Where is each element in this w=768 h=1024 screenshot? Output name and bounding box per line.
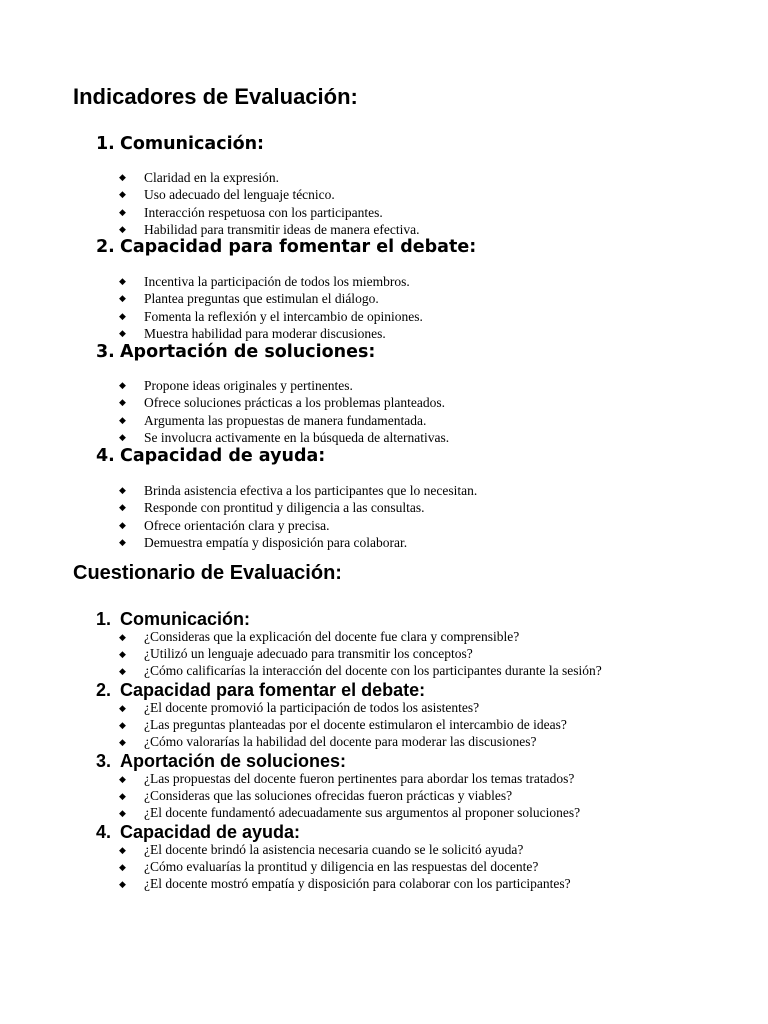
diamond-bullet-icon: ◆ <box>119 845 126 855</box>
section-number: 2. <box>96 680 112 700</box>
list-item-text: Fomenta la reflexión y el intercambio de opiniones. <box>144 308 423 324</box>
indicador-heading-debate <box>96 237 476 257</box>
section-title: Comunicación: <box>120 134 265 154</box>
list-item-text: ¿Cómo evaluarías la prontitud y diligencia en las respuestas del docente? <box>144 858 539 874</box>
list-item-text: ¿Utilizó un lenguaje adecuado para transmitir los conceptos? <box>144 645 473 661</box>
diamond-bullet-icon: ◆ <box>119 648 126 659</box>
indicador-list-debate <box>118 273 423 342</box>
list-item <box>118 771 580 788</box>
diamond-bullet-icon: ◆ <box>119 431 126 442</box>
list-item-text: ¿Las preguntas planteadas por el docente estimularon el intercambio de ideas? <box>144 716 567 732</box>
list-item-text: ¿El docente fundamentó adecuadamente sus argumentos al proponer soluciones? <box>144 804 581 820</box>
diamond-bullet-icon: ◆ <box>119 223 126 234</box>
list-item-text: Ofrece soluciones prácticas a los problemas planteados. <box>144 395 446 411</box>
indicador-list-comunicacion <box>118 169 420 238</box>
list-item-text: ¿Consideras que la explicación del docente fue clara y comprensible? <box>144 629 520 644</box>
indicador-list-ayuda <box>118 482 477 551</box>
pregunta-heading-comunicacion <box>96 609 250 630</box>
list-item <box>118 204 420 221</box>
diamond-bullet-icon: ◆ <box>119 861 126 872</box>
list-item-text: Muestra habilidad para moderar discusiones. <box>144 325 386 341</box>
list-item-text: Se involucra activamente en la búsqueda de alternativas. <box>144 429 450 445</box>
list-item <box>118 273 423 290</box>
pregunta-heading-ayuda <box>96 822 300 843</box>
list-item <box>118 876 571 893</box>
list-item-text: Brinda asistencia efectiva a los participantes que lo necesitan. <box>144 483 478 498</box>
diamond-bullet-icon: ◆ <box>119 703 126 713</box>
list-item <box>118 429 449 446</box>
section-number: 1. <box>96 134 115 154</box>
list-item <box>118 517 477 534</box>
list-item <box>118 482 477 499</box>
pregunta-list-ayuda <box>118 842 571 892</box>
section-number: 1. <box>96 609 112 629</box>
list-item <box>118 646 602 663</box>
list-item <box>118 290 423 307</box>
indicadores-title: Indicadores de Evaluación: <box>73 84 358 109</box>
diamond-bullet-icon: ◆ <box>119 665 126 676</box>
list-item <box>118 186 420 203</box>
list-item-text: Claridad en la expresión. <box>144 170 279 185</box>
diamond-bullet-icon: ◆ <box>119 397 126 408</box>
indicador-heading-comunicacion <box>96 134 264 154</box>
pregunta-heading-debate <box>96 680 425 701</box>
section-title: Capacidad para fomentar el debate: <box>120 680 426 700</box>
pregunta-list-debate <box>118 700 567 750</box>
diamond-bullet-icon: ◆ <box>119 774 126 784</box>
list-item-text: ¿Consideras que las soluciones ofrecidas fueron prácticas y viables? <box>144 787 513 803</box>
diamond-bullet-icon: ◆ <box>119 807 126 818</box>
diamond-bullet-icon: ◆ <box>119 327 126 338</box>
diamond-bullet-icon: ◆ <box>119 485 126 495</box>
diamond-bullet-icon: ◆ <box>119 719 126 730</box>
diamond-bullet-icon: ◆ <box>119 878 126 889</box>
section-title: Capacidad para fomentar el debate: <box>120 237 477 257</box>
list-item-text: ¿El docente mostró empatía y disposición para colaborar con los participantes? <box>144 875 571 891</box>
list-item-text: Habilidad para transmitir ideas de manera efectiva. <box>144 221 420 237</box>
diamond-bullet-icon: ◆ <box>119 293 126 304</box>
list-item-text: Argumenta las propuestas de manera fundamentada. <box>144 412 427 428</box>
list-item-text: ¿Las propuestas del docente fueron pertinentes para abordar los temas tratados? <box>144 771 575 786</box>
diamond-bullet-icon: ◆ <box>119 310 126 321</box>
diamond-bullet-icon: ◆ <box>119 502 126 513</box>
list-item <box>118 412 449 429</box>
list-item <box>118 700 567 717</box>
indicador-heading-ayuda <box>96 446 325 466</box>
diamond-bullet-icon: ◆ <box>119 414 126 425</box>
list-item-text: ¿El docente promovió la participación de todos los asistentes? <box>144 700 480 715</box>
diamond-bullet-icon: ◆ <box>119 172 126 182</box>
pregunta-list-soluciones <box>118 771 580 821</box>
diamond-bullet-icon: ◆ <box>119 380 126 390</box>
list-item-text: Plantea preguntas que estimulan el diálogo. <box>144 291 379 307</box>
list-item-text: Incentiva la participación de todos los miembros. <box>144 274 410 289</box>
diamond-bullet-icon: ◆ <box>119 536 126 547</box>
section-title: Capacidad de ayuda: <box>120 822 301 842</box>
section-title: Aportación de soluciones: <box>120 751 347 771</box>
list-item-text: Demuestra empatía y disposición para colaborar. <box>144 534 408 550</box>
list-item-text: ¿El docente brindó la asistencia necesaria cuando se le solicitó ayuda? <box>144 842 524 857</box>
section-title: Comunicación: <box>120 609 251 629</box>
list-item-text: ¿Cómo calificarías la interacción del docente con los participantes durante la sesión? <box>144 662 602 678</box>
list-item <box>118 629 602 646</box>
cuestionario-title: Cuestionario de Evaluación: <box>73 562 342 584</box>
section-number: 3. <box>96 342 115 362</box>
indicador-heading-soluciones <box>96 342 375 362</box>
diamond-bullet-icon: ◆ <box>119 632 126 642</box>
list-item-text: ¿Cómo valorarías la habilidad del docente para moderar las discusiones? <box>144 733 537 749</box>
list-item <box>118 308 423 325</box>
list-item <box>118 221 420 238</box>
diamond-bullet-icon: ◆ <box>119 519 126 530</box>
list-item <box>118 788 580 805</box>
list-item <box>118 169 420 186</box>
section-number: 4. <box>96 446 115 466</box>
list-item <box>118 325 423 342</box>
list-item <box>118 859 571 876</box>
diamond-bullet-icon: ◆ <box>119 276 126 286</box>
list-item <box>118 394 449 411</box>
list-item-text: Ofrece orientación clara y precisa. <box>144 517 330 533</box>
diamond-bullet-icon: ◆ <box>119 189 126 200</box>
list-item <box>118 377 449 394</box>
list-item-text: Propone ideas originales y pertinentes. <box>144 378 353 393</box>
list-item <box>118 734 567 751</box>
pregunta-heading-soluciones <box>96 751 346 772</box>
diamond-bullet-icon: ◆ <box>119 206 126 217</box>
list-item <box>118 805 580 822</box>
list-item <box>118 842 571 859</box>
section-number: 2. <box>96 237 115 257</box>
list-item-text: Interacción respetuosa con los participantes. <box>144 204 383 220</box>
list-item <box>118 663 602 680</box>
section-title: Capacidad de ayuda: <box>120 446 326 466</box>
list-item-text: Responde con prontitud y diligencia a las consultas. <box>144 500 425 516</box>
list-item <box>118 717 567 734</box>
diamond-bullet-icon: ◆ <box>119 790 126 801</box>
section-title: Aportación de soluciones: <box>120 342 376 362</box>
pregunta-list-comunicacion <box>118 629 602 679</box>
list-item-text: Uso adecuado del lenguaje técnico. <box>144 187 335 203</box>
section-number: 4. <box>96 822 112 842</box>
list-item <box>118 534 477 551</box>
section-number: 3. <box>96 751 112 771</box>
indicador-list-soluciones <box>118 377 449 446</box>
list-item <box>118 499 477 516</box>
diamond-bullet-icon: ◆ <box>119 736 126 747</box>
